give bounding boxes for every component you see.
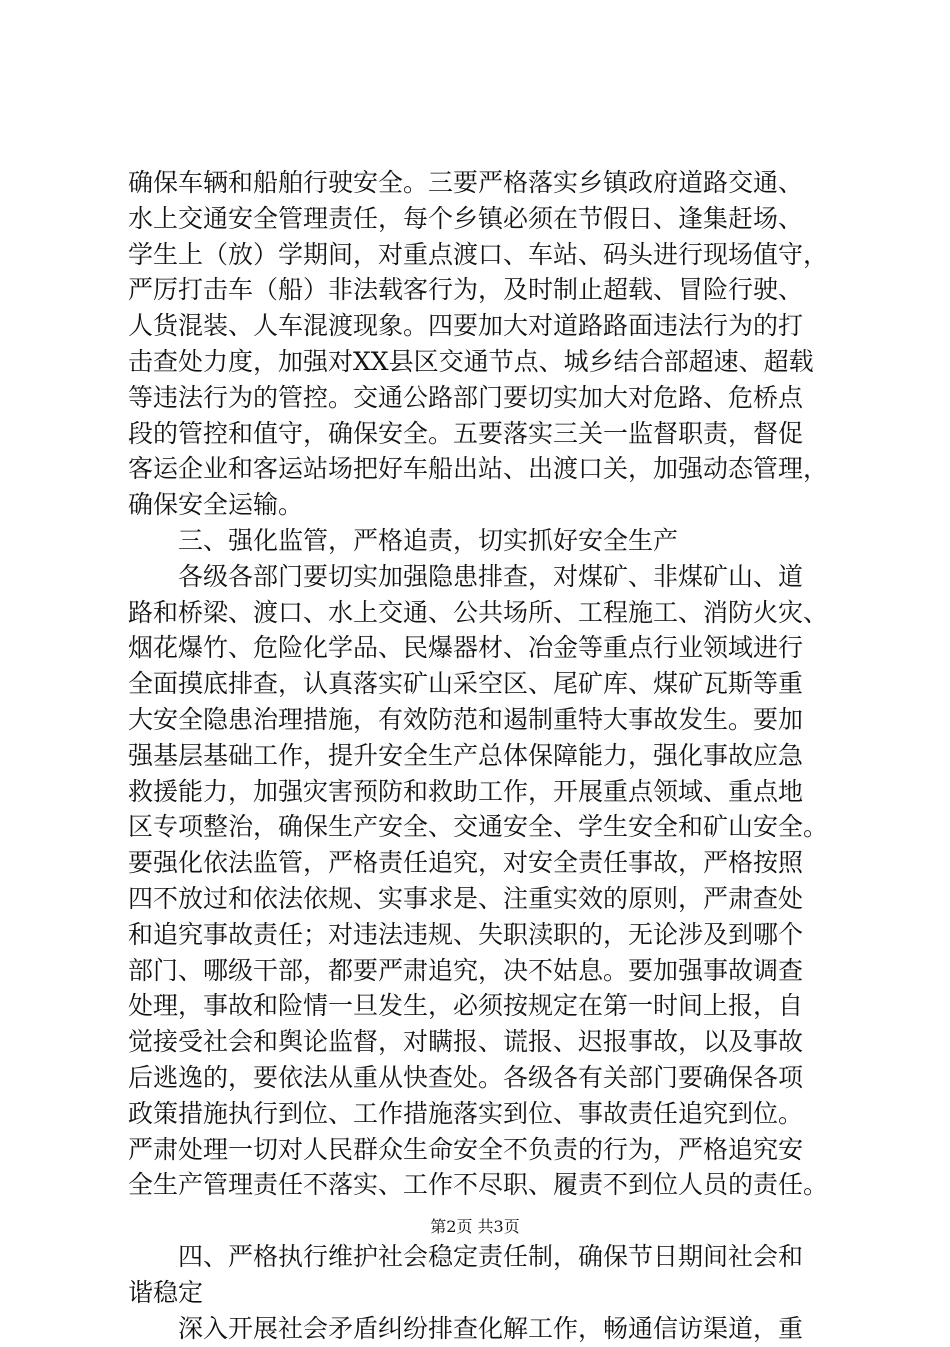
page-number-footer: 第2页 共3页 bbox=[430, 1217, 520, 1236]
text-line: 后逃逸的，要依法从重从快查处。各级各有关部门要确保各项 bbox=[128, 1062, 804, 1092]
text-line: 大安全隐患治理措施，有效防范和遏制重特大事故发生。要加 bbox=[128, 704, 804, 734]
text-line: 区专项整治，确保生产安全、交通安全、学生安全和矿山安全。 bbox=[128, 812, 829, 842]
document-body bbox=[128, 165, 848, 1347]
section-heading-3: 三、强化监管，严格追责，切实抓好安全生产 bbox=[128, 525, 679, 555]
text-line: 路和桥梁、渡口、水上交通、公共场所、工程施工、消防火灾、 bbox=[128, 597, 829, 627]
text-line: 深入开展社会矛盾纠纷排查化解工作，畅通信访渠道，重 bbox=[128, 1313, 804, 1343]
text-line: 觉接受社会和舆论监督，对瞒报、谎报、迟报事故，以及事故 bbox=[128, 1027, 804, 1057]
text-line: 救援能力，加强灾害预防和救助工作，开展重点领域、重点地 bbox=[128, 776, 804, 806]
text-line: 各级各部门要切实加强隐患排查，对煤矿、非煤矿山、道 bbox=[128, 561, 804, 591]
text-line: 客运企业和客运站场把好车船出站、出渡口关，加强动态管理， bbox=[128, 454, 829, 484]
text-line: 确保安全运输。 bbox=[128, 490, 304, 520]
text-line: 人货混装、人车混渡现象。四要加大对道路路面违法行为的打 bbox=[128, 311, 804, 341]
text-line: 四不放过和依法依规、实事求是、注重实效的原则，严肃查处 bbox=[128, 883, 804, 913]
text-line: 等违法行为的管控。交通公路部门要切实加大对危路、危桥点 bbox=[128, 382, 804, 412]
text-line: 严厉打击车（船）非法载客行为，及时制止超载、冒险行驶、 bbox=[128, 275, 804, 305]
text-line: 强基层基础工作，提升安全生产总体保障能力，强化事故应急 bbox=[128, 740, 804, 770]
text-line: 击查处力度，加强对XX县区交通节点、城乡结合部超速、超载 bbox=[128, 346, 814, 376]
section-heading-4: 四、严格执行维护社会稳定责任制，确保节日期间社会和 bbox=[128, 1242, 804, 1272]
text-line: 段的管控和值守，确保安全。五要落实三关一监督职责，督促 bbox=[128, 418, 804, 448]
text-line: 水上交通安全管理责任，每个乡镇必须在节假日、逢集赶场、 bbox=[128, 203, 804, 233]
text-line: 全面摸底排查，认真落实矿山采空区、尾矿库、煤矿瓦斯等重 bbox=[128, 669, 804, 699]
text-line: 要强化依法监管，严格责任追究，对安全责任事故，严格按照 bbox=[128, 848, 804, 878]
text-line: 学生上（放）学期间，对重点渡口、车站、码头进行现场值守， bbox=[128, 239, 829, 269]
text-line: 确保车辆和船舶行驶安全。三要严格落实乡镇政府道路交通、 bbox=[128, 168, 804, 197]
text-line: 政策措施执行到位、工作措施落实到位、事故责任追究到位。 bbox=[128, 1098, 804, 1128]
text-line: 烟花爆竹、危险化学品、民爆器材、冶金等重点行业领域进行 bbox=[128, 633, 804, 663]
text-line: 处理，事故和险情一旦发生，必须按规定在第一时间上报，自 bbox=[128, 991, 804, 1021]
text-line: 全生产管理责任不落实、工作不尽职、履责不到位人员的责任。 bbox=[128, 1170, 829, 1200]
text-line: 严肃处理一切对人民群众生命安全不负责的行为，严格追究安 bbox=[128, 1134, 804, 1164]
section-heading-4-continued: 谐稳定 bbox=[128, 1277, 204, 1307]
text-line: 部门、哪级干部，都要严肃追究，决不姑息。要加强事故调查 bbox=[128, 955, 804, 985]
text-line: 和追究事故责任；对违法违规、失职渎职的，无论涉及到哪个 bbox=[128, 919, 804, 949]
